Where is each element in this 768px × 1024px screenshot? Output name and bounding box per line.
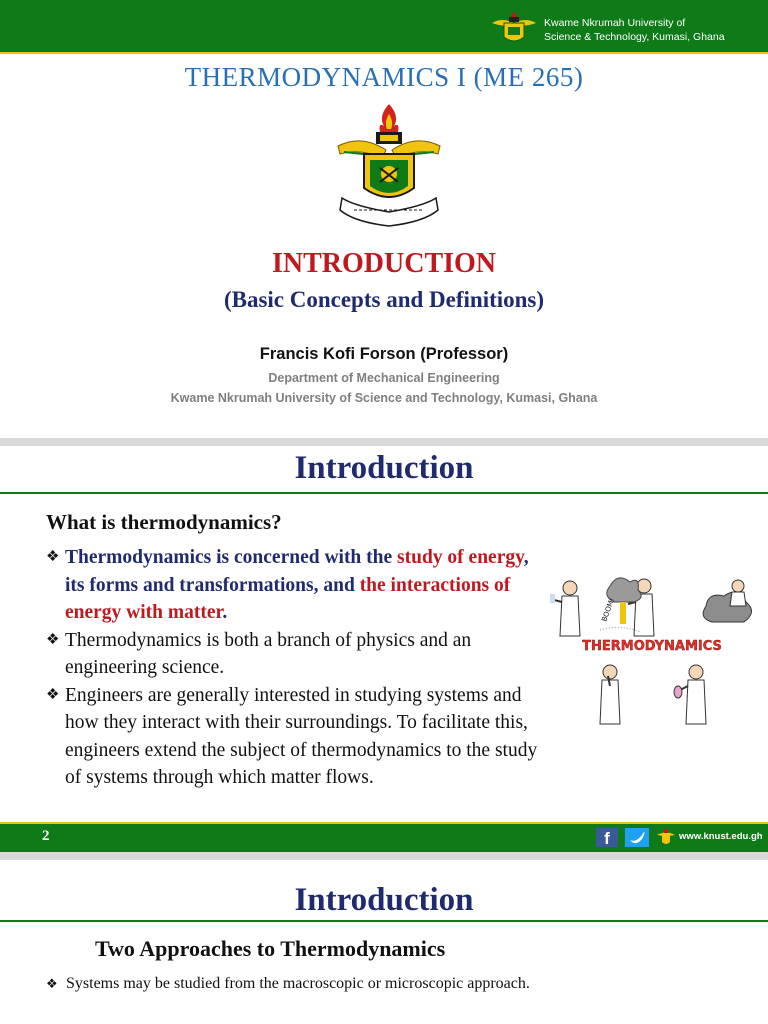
knust-crest-icon: [490, 7, 538, 47]
knust-crest-logo: [334, 102, 444, 230]
boom-text: BOOM!: [600, 596, 617, 623]
heading-rule: [0, 492, 768, 494]
approaches-slide: [0, 860, 768, 1024]
header-bar: [0, 0, 768, 54]
scientist-figure: [730, 580, 746, 606]
bullet-item: [46, 627, 538, 682]
course-title: THERMODYNAMICS I (ME 265): [184, 62, 584, 92]
slide-divider: [0, 438, 768, 446]
section-title: INTRODUCTION: [271, 248, 497, 279]
thermodynamics-label: THERMODYNAMICS: [582, 639, 722, 654]
facebook-icon[interactable]: f: [596, 828, 618, 847]
bullet-text: , its forms and transformations, and: [65, 547, 529, 596]
intro-slide: [0, 446, 768, 852]
footer-bar: [0, 822, 768, 852]
author-name: Francis Kofi Forson (Professor): [259, 345, 509, 363]
bullet-highlight: study of energy: [397, 547, 524, 568]
department-name: Department of Mechanical Engineering: [268, 371, 500, 385]
header-line-1: Kwame Nkrumah University of: [544, 17, 686, 29]
header-line-2: Science & Technology, Kumasi, Ghana: [544, 31, 725, 43]
scientist-figure: [550, 581, 580, 636]
page-number: 2: [42, 828, 50, 844]
bullet-list: [46, 544, 538, 792]
website-link[interactable]: www.knust.edu.gh: [679, 831, 763, 842]
bullet-item: [46, 544, 538, 627]
university-name: Kwame Nkrumah University of Science and Technology, Kumasi, Ghana: [170, 391, 598, 405]
slide-heading: Introduction: [294, 882, 474, 918]
diamond-bullet-icon: ❖: [46, 976, 58, 991]
question-heading: What is thermodynamics?: [46, 510, 282, 534]
scientist-figure: [600, 665, 620, 724]
footer-accent-line: [0, 822, 768, 824]
heading-rule: [0, 920, 768, 922]
knust-crest-icon: [656, 827, 676, 847]
bullet-text: Engineers are generally interested in studying systems and how they interact with their surroundings. To facilitate this, engineers extend the subject of thermodynamics to the study of systems through which matter flows.: [65, 684, 538, 788]
twitter-icon[interactable]: [625, 828, 649, 847]
bullet-item: [46, 682, 538, 792]
bullet-text: Thermodynamics is concerned with the: [65, 547, 398, 568]
university-header-text: [544, 16, 725, 44]
bullet-list: [46, 972, 546, 995]
bullet-text: .: [222, 602, 228, 623]
bullet-item: [46, 972, 546, 995]
diamond-bullet-icon: ❖: [46, 686, 60, 703]
bullet-text: Thermodynamics is both a branch of physics and an engineering science.: [65, 629, 472, 678]
thermodynamics-cartoon: [548, 572, 756, 734]
section-subtitle: (Basic Concepts and Definitions): [223, 287, 545, 312]
diamond-bullet-icon: ❖: [46, 631, 60, 648]
slide-divider: [0, 852, 768, 860]
diamond-bullet-icon: ❖: [46, 549, 60, 565]
bullet-text: Systems may be studied from the macroscopic or microscopic approach.: [66, 975, 530, 992]
scientist-figure: [674, 665, 706, 724]
subsection-title: Two Approaches to Thermodynamics: [95, 936, 446, 961]
slide-heading: Introduction: [294, 450, 474, 486]
bullet-highlight: the interactions of energy with matter: [65, 574, 511, 623]
title-slide: [0, 0, 768, 438]
